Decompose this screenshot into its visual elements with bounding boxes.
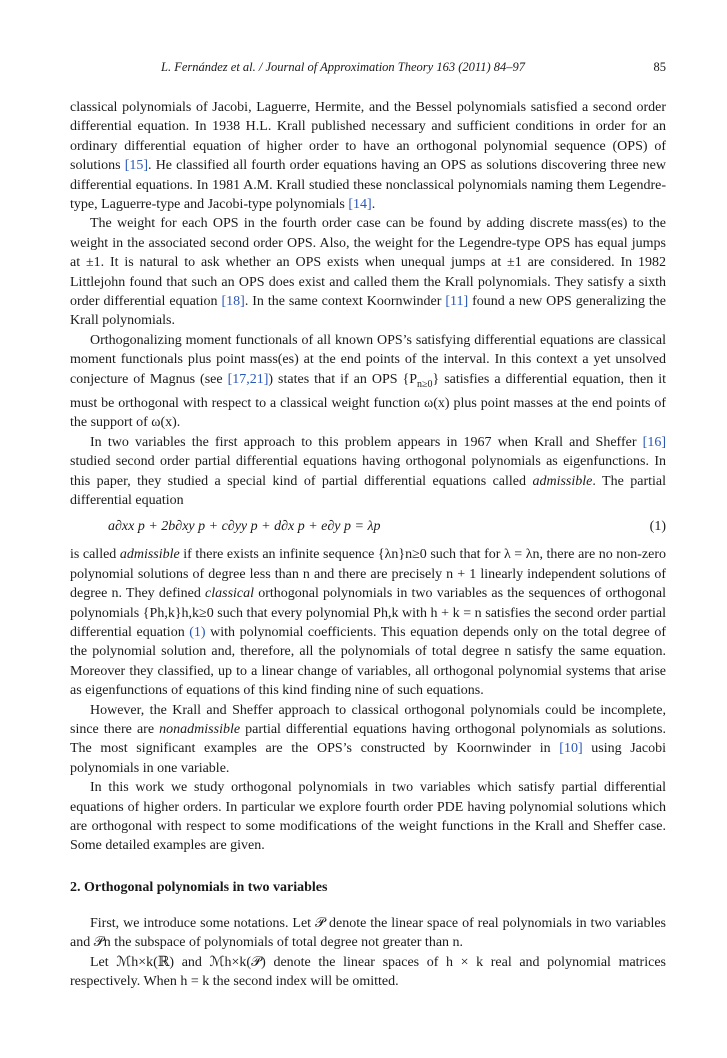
citation-14[interactable]: [14] [348, 197, 372, 213]
term-nonadmissible: nonadmissible [159, 721, 241, 737]
paragraph-7: In this work we study orthogonal polynomials in two variables which satisfy partial differential equations of higher orders. In particular we explore fourth order PDE having polynomial solutions which are orthogonal with respect to some modifications of the weight functions in the Krall and Sheffer case. Some detailed examples are given. [70, 780, 666, 854]
paragraph-6: However, the Krall and Sheffer approach to classical orthogonal polynomials could be incomplete, since there are nonadmissible partial differential equations having orthogonal polynomials as solutions. The most significant examples are the OPS’s constructed by Koornwinder in [10] using Jacobi polynomials in one variable. [70, 702, 666, 776]
term-admissible-2: admissible [119, 547, 180, 563]
term-admissible: admissible [532, 473, 593, 489]
citation-16[interactable]: [16] [642, 434, 666, 450]
paragraph-1: classical polynomials of Jacobi, Laguerre, Hermite, and the Bessel polynomials satisfied a second order differential equation. In 1938 H.L. Krall published necessary and sufficient conditions in order for an ordinary differential equation of higher order to have an orthogonal polynomial sequence (OPS) of solutions [15]. He classified all fourth order equations having an OPS as solutions discovering three new differential equations. In 1981 A.M. Krall studied these nonclassical polynomials naming them Legendre-type, Laguerre-type and Jacobi-type polynomials [14]. [70, 100, 666, 213]
page [70, 60, 666, 991]
citation-15[interactable]: [15] [124, 158, 149, 174]
equation-formula: a∂xx p + 2b∂xy p + c∂yy p + d∂x p + e∂y p = λp [108, 519, 381, 535]
running-title: L. Fernández et al. / Journal of Approximation Theory 163 (2011) 84–97 [161, 60, 525, 74]
citation-10[interactable]: [10] [559, 741, 583, 757]
paragraph-8: First, we introduce some notations. Let 𝒫 denote the linear space of real polynomials in two variables and 𝒫n the subspace of polynomials of total degree not greater than n. [70, 915, 666, 951]
section-heading-2: 2. Orthogonal polynomials in two variables [70, 879, 328, 895]
citation-11[interactable]: [11] [445, 294, 469, 310]
equation-number: (1) [649, 519, 666, 535]
term-classical: classical [205, 586, 255, 602]
citation-18[interactable]: [18] [221, 294, 245, 310]
equation-ref-1[interactable]: (1) [189, 624, 206, 640]
paragraph-9: Let ℳh×k(ℝ) and ℳh×k(𝒫) denote the linear spaces of h × k real and polynomial matrices respectively. When h = k the second index will be omitted. [70, 954, 666, 990]
paragraph-2: The weight for each OPS in the fourth order case can be found by adding discrete mass(es) to the weight in the associated second order OPS. Also, the weight for the Legendre-type OPS has equal jumps at ±1. It is natural to ask whether an OPS exists when unequal jumps at ±1 are considered. In 1982 Littlejohn found that such an OPS does exist and called them the Krall polynomials. They satisfy a sixth order differential equation [18]. In the same context Koornwinder [11] found a new OPS generalizing the Krall polynomials. [70, 216, 666, 329]
paragraph-3: Orthogonalizing moment functionals of all known OPS’s satisfying differential equations are classical moment functionals plus point mass(es) at the end points of the interval. In this context a yet unsolved conjecture of Magnus (see [17,21]) states that if an OPS $\{P_{n\ge 0}\}$ satisfies a differential equation, then it must be orthogonal with respect to a classical weight function ω(x) plus point masses at the end points of the support of ω(x). [70, 332, 667, 431]
running-header [70, 60, 666, 78]
paragraph-4: In two variables the first approach to this problem appears in 1967 when Krall and Sheffer [16] studied second order partial differential equations having orthogonal polynomials as eigenfunctions. In this paper, they studied a special kind of partial differential equations called admissible. The partial differential equation [70, 434, 666, 508]
citation-17-21[interactable]: [17,21] [227, 371, 269, 387]
equation-1 [70, 517, 666, 539]
paragraph-5: is called admissible if there exists an infinite sequence {λn}n≥0 such that for λ = λn, there are no non-zero polynomial solutions of degree less than n and there are precisely n + 1 linearly independent solutions of degree n. They defined classical orthogonal polynomials in two variables as the sequences of orthogonal polynomials {Ph,k}h,k≥0 such that every polynomial Ph,k with h + k = n satisfies the second order partial differential equation (1) with polynomial coefficients. This equation depends only on the total degree of the polynomial solution and, therefore, all the polynomials of total degree n satisfy the same equation. Moreover they classified, up to a linear change of variables, all orthogonal polynomial systems that arise as eigenfunctions of equations of this kind finding nine of such equations. [70, 547, 666, 699]
page-number: 85 [653, 60, 666, 74]
